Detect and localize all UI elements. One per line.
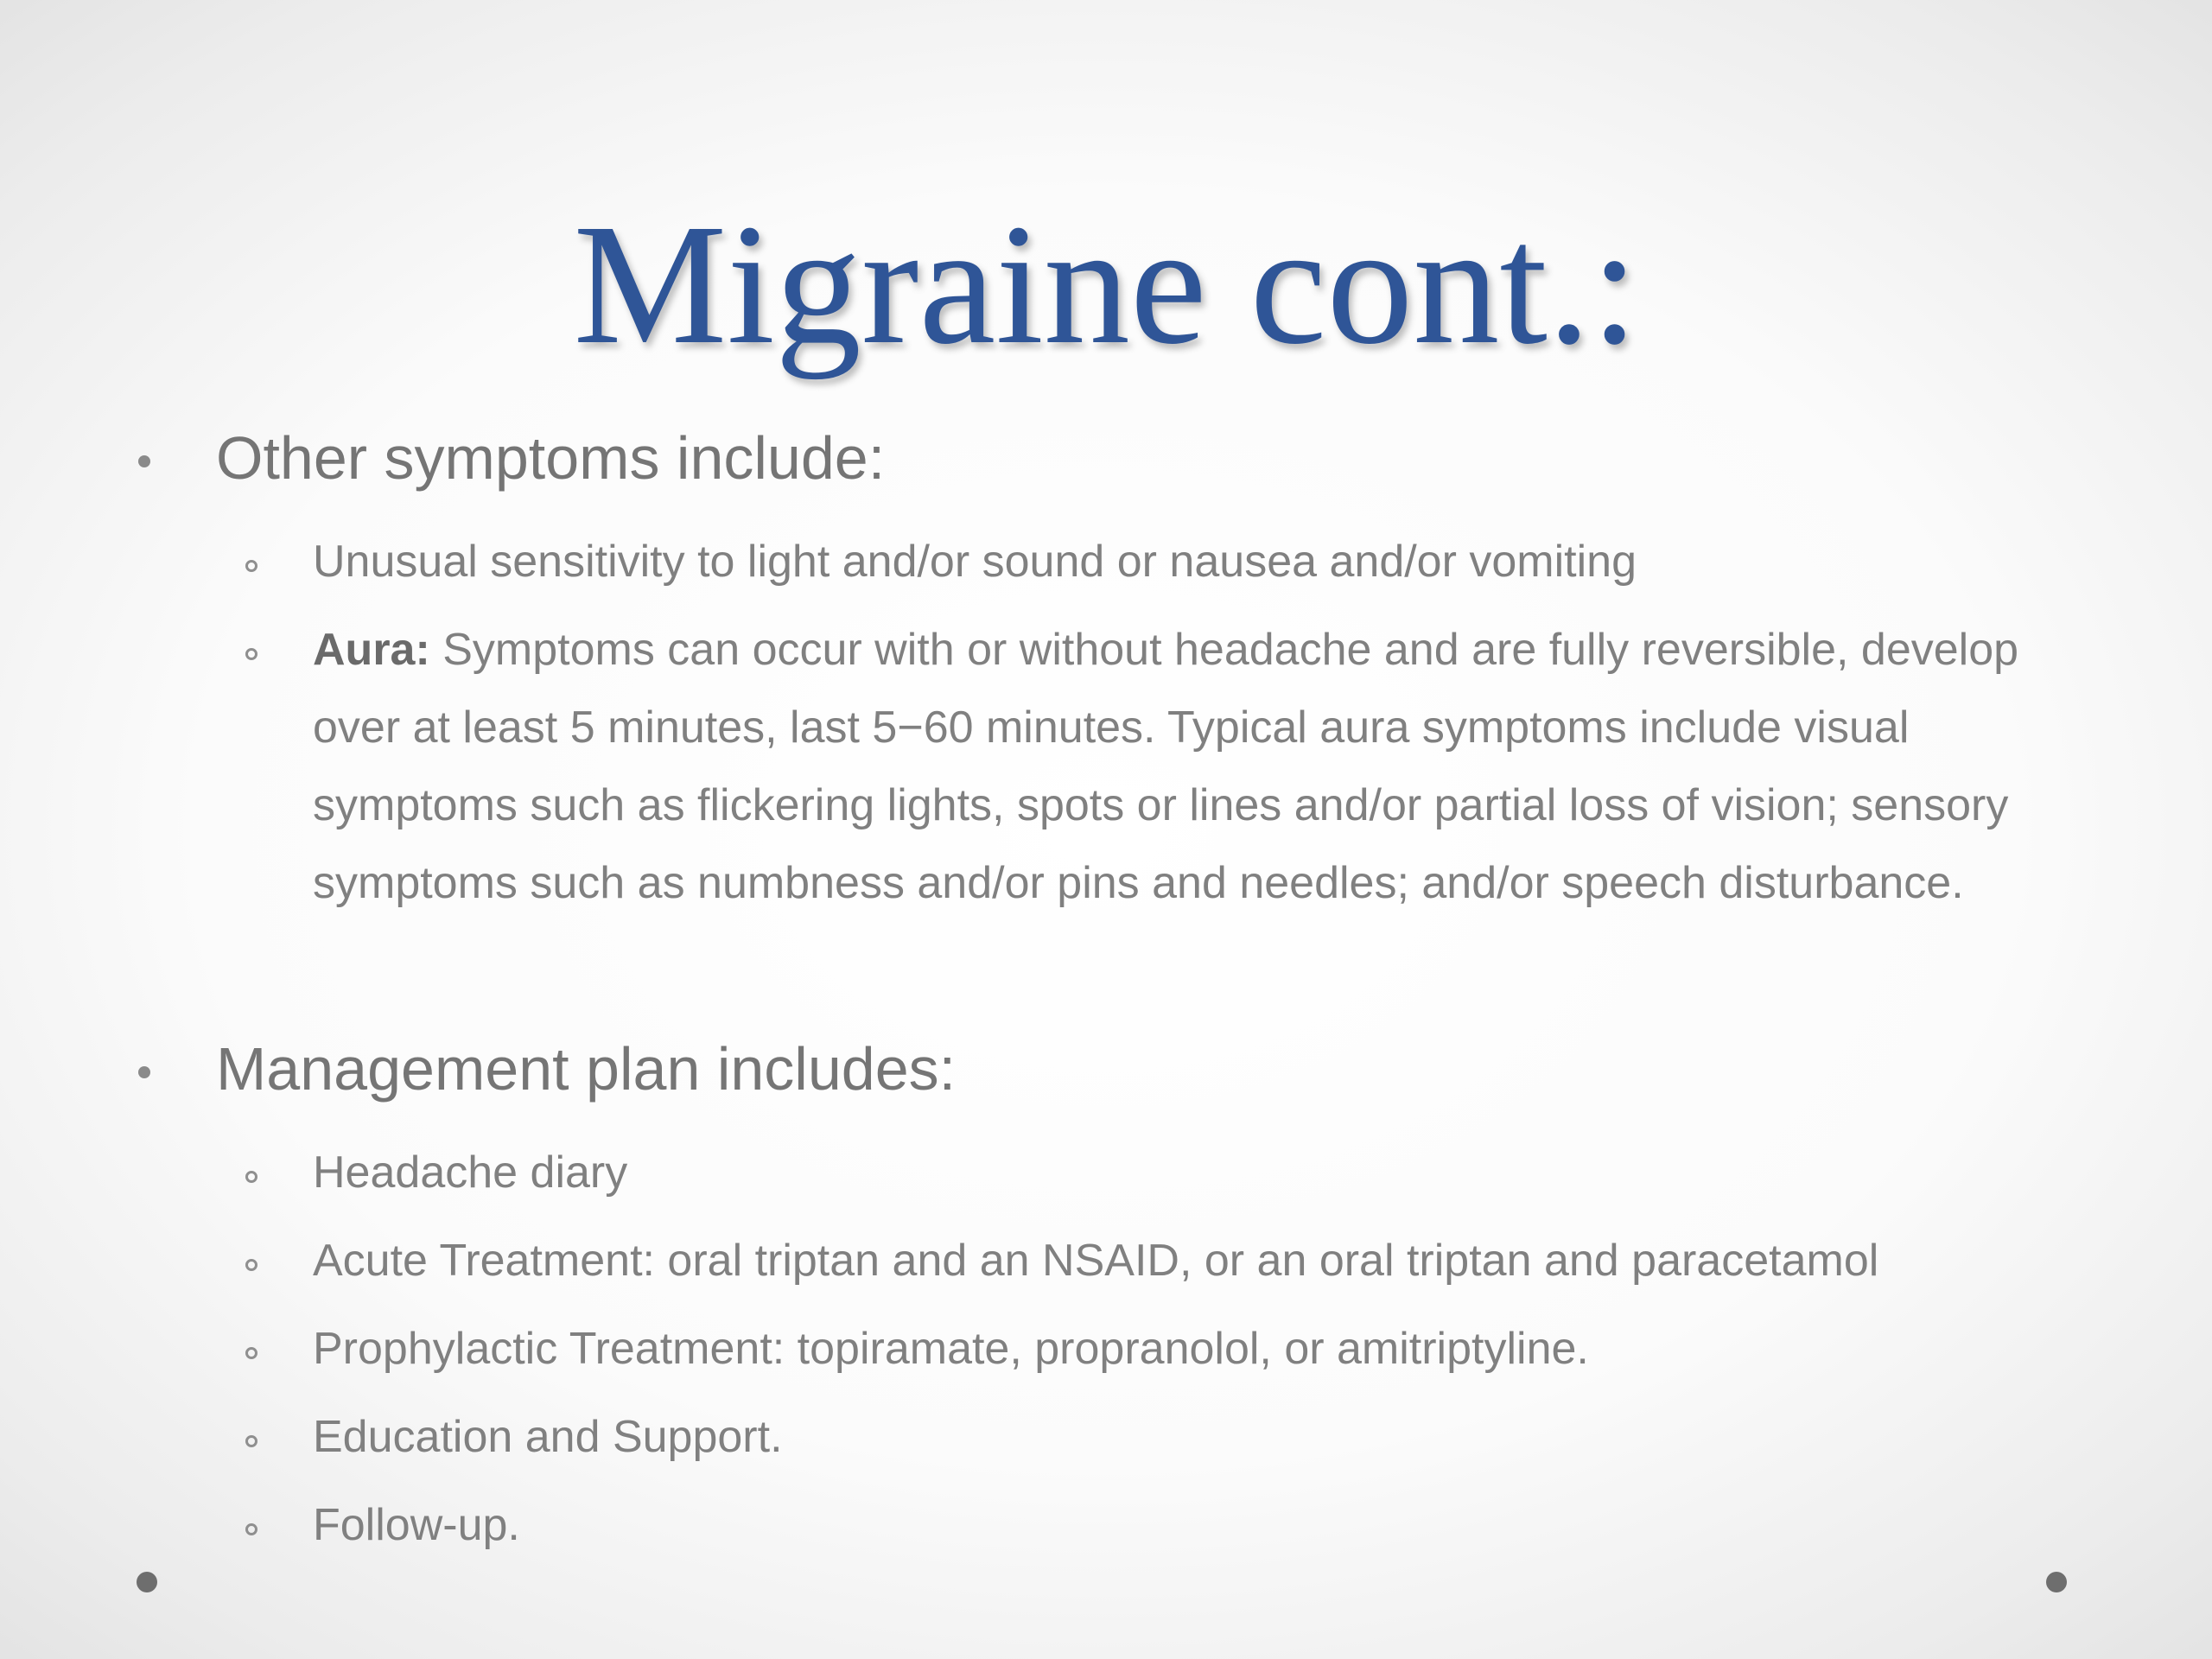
list-item: Acute Treatment: oral triptan and an NSAID, or an oral triptan and paracetamol <box>313 1236 1879 1286</box>
list-item: Headache diary <box>313 1147 628 1198</box>
decorative-dot-right <box>2046 1572 2067 1592</box>
sub-bullet-circle <box>245 1435 257 1447</box>
slide-title: Migraine cont.: <box>573 189 1639 380</box>
section-heading-symptoms: Other symptoms include: <box>216 424 886 492</box>
sub-bullet-circle <box>245 1259 257 1271</box>
list-item: Unusual sensitivity to light and/or sound or nausea and/or vomiting <box>313 537 1637 587</box>
aura-paragraph <box>313 611 2041 922</box>
sub-bullet-circle <box>245 1171 257 1183</box>
bullet-dot <box>138 455 150 467</box>
decorative-dot-left <box>137 1572 157 1592</box>
sub-bullet-circle <box>245 1523 257 1535</box>
section-heading-management: Management plan includes: <box>216 1035 957 1103</box>
aura-description: Symptoms can occur with or without headache and are fully reversible, develop over at least 5 minutes, last 5−60 minutes. Typical aura symptoms include visual symptoms such as flickering lights, spots or lines and/or partial loss of vision; sensory symptoms such as numbness and/or pins and needles; and/or speech disturbance. <box>313 625 2019 908</box>
sub-bullet-circle <box>245 648 257 660</box>
list-item: Prophylactic Treatment: topiramate, propranolol, or amitriptyline. <box>313 1324 1589 1374</box>
bullet-dot <box>138 1066 150 1078</box>
list-item: Education and Support. <box>313 1412 783 1462</box>
list-item: Follow-up. <box>313 1500 520 1550</box>
aura-label: Aura: <box>313 625 430 675</box>
sub-bullet-circle <box>245 1347 257 1359</box>
sub-bullet-circle <box>245 560 257 572</box>
